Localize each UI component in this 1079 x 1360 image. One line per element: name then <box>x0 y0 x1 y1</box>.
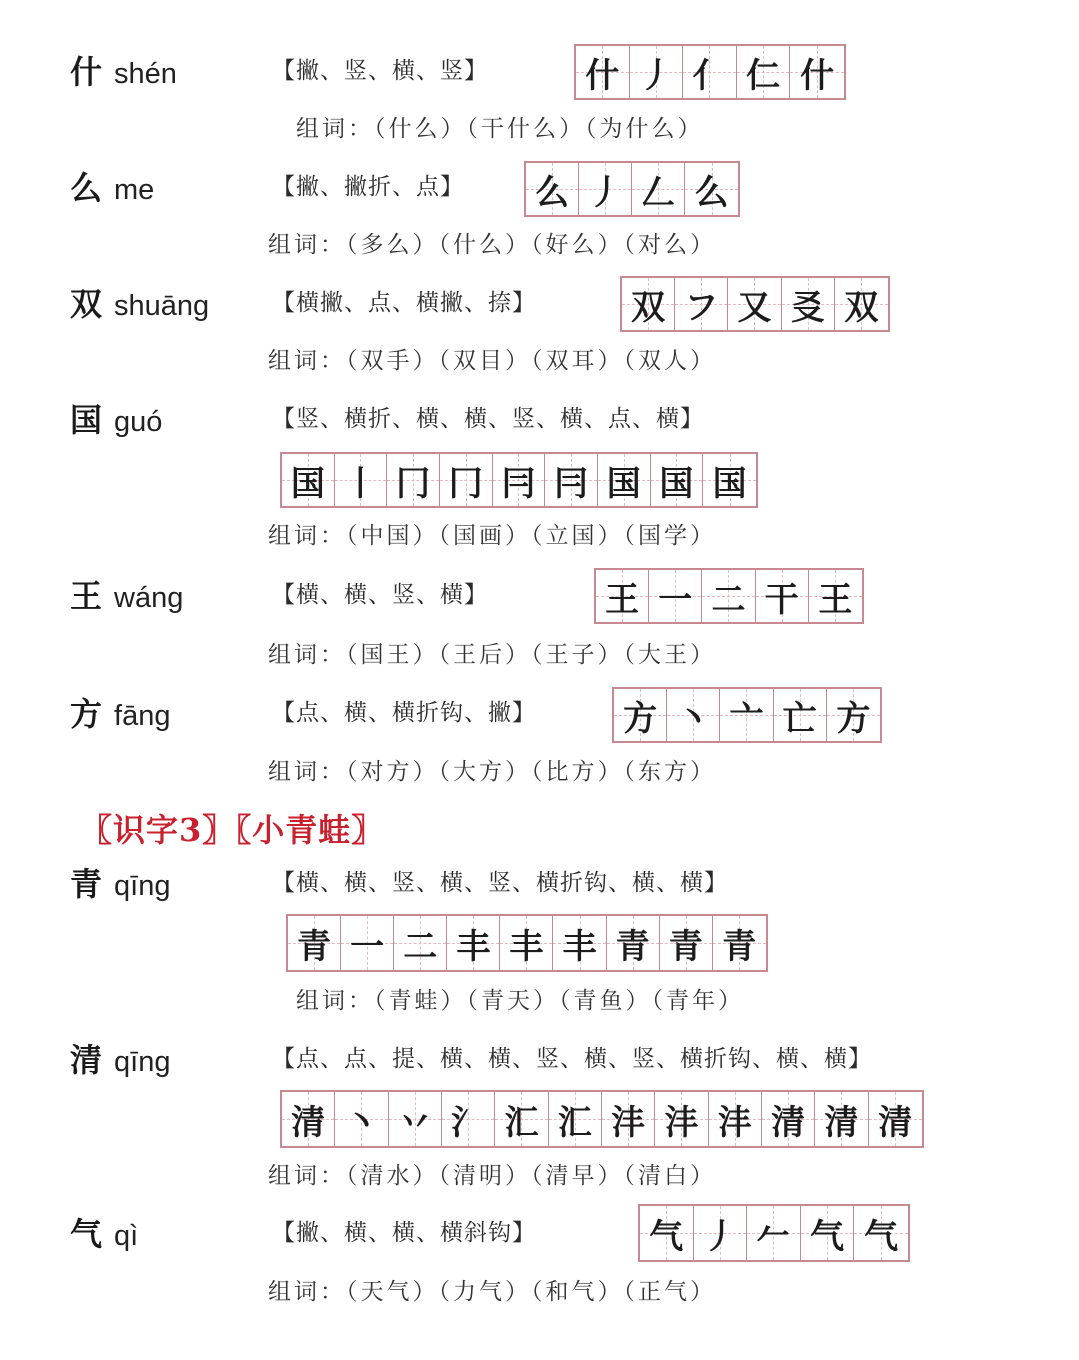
words-list: （青蛙）（青天）（青鱼）（青年） <box>374 988 744 1014</box>
entry-header <box>70 52 177 94</box>
stroke-cell: 丿 <box>630 46 684 98</box>
stroke-cell: 国 <box>598 454 651 506</box>
stroke-cell: 沣 <box>602 1092 655 1146</box>
stroke-cell: 方 <box>827 689 880 741</box>
stroke-cell: 什 <box>576 46 630 98</box>
stroke-cell: 国 <box>651 454 704 506</box>
word-examples <box>268 1159 716 1193</box>
stroke-cell: 汇 <box>495 1092 548 1146</box>
stroke-cell: 一 <box>341 916 394 970</box>
stroke-order-text: 【竖、横折、横、横、竖、横、点、横】 <box>272 406 704 432</box>
stroke-grid <box>574 44 846 100</box>
stroke-cell: 丿 <box>694 1206 748 1260</box>
word-examples <box>268 519 716 553</box>
words-list: （中国）（国画）（立国）（国学） <box>346 523 716 549</box>
entry-character: 清 <box>70 1041 103 1079</box>
stroke-cell: 干 <box>756 570 809 622</box>
stroke-cell: 双 <box>622 278 675 330</box>
stroke-cell: 冂 <box>387 454 440 506</box>
stroke-cell: 㕛 <box>782 278 835 330</box>
stroke-cell: 丷 <box>389 1092 442 1146</box>
stroke-cell: 丨 <box>335 454 388 506</box>
words-label: 组词： <box>268 642 346 668</box>
stroke-cell: 什 <box>790 46 844 98</box>
stroke-cell: 冂 <box>440 454 493 506</box>
stroke-cell: 气 <box>640 1206 694 1260</box>
stroke-grid <box>612 687 882 743</box>
stroke-cell: 亻 <box>683 46 737 98</box>
stroke-order-text: 【点、横、横折钩、撇】 <box>272 700 536 726</box>
stroke-cell: 清 <box>815 1092 868 1146</box>
word-examples <box>268 755 716 789</box>
stroke-cell: 青 <box>660 916 713 970</box>
entry-header <box>70 1214 138 1256</box>
words-label: 组词： <box>268 523 346 549</box>
stroke-cell: 亡 <box>774 689 827 741</box>
stroke-cell: 清 <box>762 1092 815 1146</box>
entry-character: 王 <box>70 577 103 615</box>
stroke-cell: 清 <box>282 1092 335 1146</box>
stroke-cell: 王 <box>596 570 649 622</box>
stroke-cell: 𠃋 <box>632 163 685 215</box>
stroke-cell: 国 <box>282 454 335 506</box>
words-list: （对方）（大方）（比方）（东方） <box>346 759 716 785</box>
entry-pinyin: shén <box>114 58 177 90</box>
stroke-cell: 汇 <box>549 1092 602 1146</box>
words-label: 组词： <box>268 1163 346 1189</box>
entry-header <box>70 1040 170 1082</box>
stroke-cell: 青 <box>713 916 766 970</box>
word-examples <box>268 1275 716 1309</box>
stroke-cell: 么 <box>685 163 738 215</box>
entry-character: 方 <box>70 695 103 733</box>
entry-character: 气 <box>70 1215 103 1253</box>
stroke-cell: 丶 <box>667 689 720 741</box>
stroke-cell: 王 <box>809 570 862 622</box>
stroke-cell: 冃 <box>493 454 546 506</box>
entry-pinyin: me <box>114 174 155 206</box>
entry-header <box>70 694 170 736</box>
stroke-order-text: 【横、横、竖、横】 <box>272 582 488 608</box>
stroke-cell: 仁 <box>737 46 791 98</box>
stroke-cell: 丶 <box>335 1092 388 1146</box>
stroke-cell: 国 <box>703 454 756 506</box>
stroke-order-text: 【横、横、竖、横、竖、横折钩、横、横】 <box>272 870 728 896</box>
stroke-cell: 冃 <box>545 454 598 506</box>
stroke-grid <box>594 568 864 624</box>
stroke-grid <box>280 452 758 508</box>
entry-header <box>70 576 183 618</box>
stroke-order-text: 【点、点、提、横、横、竖、横、竖、横折钩、横、横】 <box>272 1046 872 1072</box>
stroke-cell: 气 <box>854 1206 908 1260</box>
words-list: （双手）（双目）（双耳）（双人） <box>346 348 716 374</box>
stroke-cell: 青 <box>607 916 660 970</box>
stroke-cell: 沣 <box>655 1092 708 1146</box>
entry-pinyin: shuāng <box>114 290 210 322</box>
stroke-grid <box>280 1090 924 1148</box>
stroke-order-text: 【撇、横、横、横斜钩】 <box>272 1220 536 1246</box>
entry-pinyin: fāng <box>114 700 171 732</box>
stroke-cell: 沣 <box>709 1092 762 1146</box>
entry-pinyin: qīng <box>114 870 171 902</box>
stroke-order-text: 【撇、竖、横、竖】 <box>272 58 488 84</box>
stroke-cell: 𠂉 <box>747 1206 801 1260</box>
stroke-cell: 一 <box>649 570 702 622</box>
words-label: 组词： <box>268 348 346 374</box>
entry-character: 么 <box>70 169 103 207</box>
stroke-order-text: 【撇、撇折、点】 <box>272 174 464 200</box>
words-list: （什么）（干什么）（为什么） <box>374 116 704 142</box>
word-examples <box>296 112 704 146</box>
entry-header <box>70 400 162 442</box>
entry-pinyin: qīng <box>114 1046 171 1078</box>
entry-pinyin: guó <box>114 406 163 438</box>
words-list: （国王）（王后）（王子）（大王） <box>346 642 716 668</box>
words-list: （多么）（什么）（好么）（对么） <box>346 232 716 258</box>
stroke-cell: 双 <box>835 278 888 330</box>
stroke-cell: 亠 <box>720 689 773 741</box>
words-list: （天气）（力气）（和气）（正气） <box>346 1279 716 1305</box>
words-list: （清水）（清明）（清早）（清白） <box>346 1163 716 1189</box>
words-label: 组词： <box>296 116 374 142</box>
words-label: 组词： <box>296 988 374 1014</box>
entry-character: 什 <box>70 53 103 91</box>
word-examples <box>268 344 716 378</box>
entry-pinyin: wáng <box>114 582 184 614</box>
stroke-cell: 丰 <box>553 916 606 970</box>
stroke-cell: 么 <box>526 163 579 215</box>
stroke-cell: 二 <box>702 570 755 622</box>
words-label: 组词： <box>268 232 346 258</box>
stroke-grid <box>638 1204 910 1262</box>
stroke-cell: 二 <box>394 916 447 970</box>
stroke-cell: 清 <box>869 1092 922 1146</box>
stroke-cell: フ <box>675 278 728 330</box>
word-examples <box>296 984 744 1018</box>
entry-pinyin: qì <box>114 1220 139 1252</box>
stroke-cell: 方 <box>614 689 667 741</box>
stroke-cell: 青 <box>288 916 341 970</box>
stroke-cell: 丰 <box>500 916 553 970</box>
stroke-cell: 又 <box>728 278 781 330</box>
stroke-grid <box>524 161 740 217</box>
stroke-cell: 氵 <box>442 1092 495 1146</box>
word-examples <box>268 638 716 672</box>
words-label: 组词： <box>268 759 346 785</box>
word-examples <box>268 228 716 262</box>
stroke-grid <box>286 914 768 972</box>
stroke-grid <box>620 276 890 332</box>
entry-character: 青 <box>70 865 103 903</box>
stroke-order-text: 【横撇、点、横撇、捺】 <box>272 290 536 316</box>
entry-character: 国 <box>70 401 103 439</box>
stroke-cell: 丰 <box>447 916 500 970</box>
entry-header <box>70 168 154 210</box>
stroke-cell: 气 <box>801 1206 855 1260</box>
section-heading: 〖识字3〗〖小青蛙〗 <box>80 811 385 849</box>
words-label: 组词： <box>268 1279 346 1305</box>
stroke-cell: 丿 <box>579 163 632 215</box>
entry-header <box>70 284 209 326</box>
entry-character: 双 <box>70 285 103 323</box>
entry-header <box>70 864 170 906</box>
